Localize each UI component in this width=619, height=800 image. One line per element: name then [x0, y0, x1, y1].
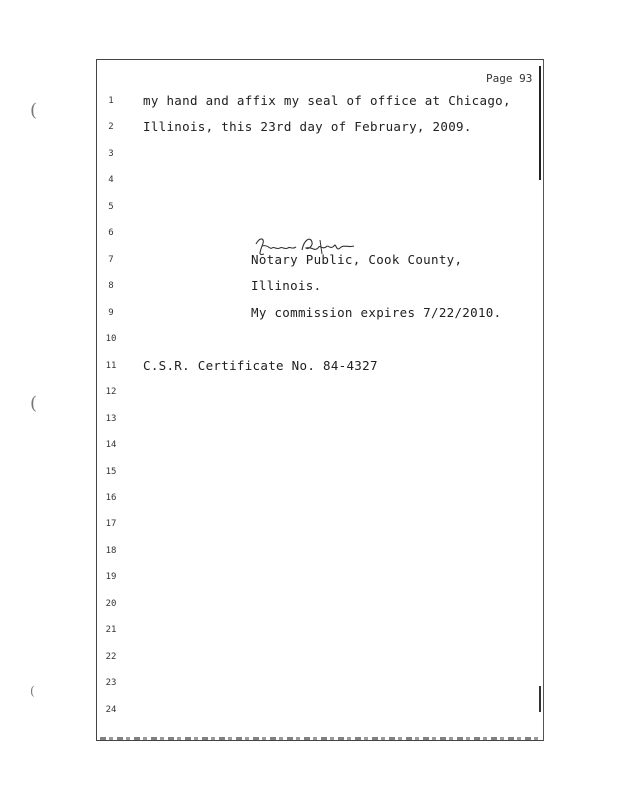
transcript-line-2: Illinois, this 23rd day of February, 2009. [143, 119, 472, 134]
line-number: 13 [105, 414, 117, 424]
line-number: 11 [105, 361, 117, 371]
line-number: 22 [105, 652, 117, 662]
line-number: 19 [105, 572, 117, 582]
scan-edge-shadow-lower [539, 686, 541, 712]
line-number: 12 [105, 387, 117, 397]
notary-signature [250, 234, 360, 262]
punch-hole-mark-bottom: ( [30, 684, 35, 698]
line-number: 17 [105, 519, 117, 529]
scan-edge-shadow [539, 66, 541, 180]
line-number: 7 [108, 255, 114, 265]
scan-bottom-noise [100, 737, 540, 740]
line-number: 8 [108, 281, 114, 291]
line-number: 2 [108, 122, 114, 132]
transcript-line-7: Notary Public, Cook County, [251, 252, 463, 267]
transcript-line-8: Illinois. [251, 278, 322, 293]
transcript-line-9: My commission expires 7/22/2010. [251, 305, 502, 320]
line-number: 18 [105, 546, 117, 556]
page-number: Page 93 [486, 72, 533, 85]
line-number: 14 [105, 440, 117, 450]
transcript-line-11: C.S.R. Certificate No. 84-4327 [143, 358, 378, 373]
line-number: 16 [105, 493, 117, 503]
line-number: 15 [105, 467, 117, 477]
line-number: 21 [105, 625, 117, 635]
line-number: 24 [105, 705, 117, 715]
line-number: 5 [108, 202, 114, 212]
line-number: 6 [108, 228, 114, 238]
line-number: 20 [105, 599, 117, 609]
line-number: 9 [108, 308, 114, 318]
line-number: 4 [108, 175, 114, 185]
line-number: 3 [108, 149, 114, 159]
punch-hole-mark-middle: ( [30, 393, 38, 414]
line-number: 1 [108, 96, 114, 106]
punch-hole-mark-top: ( [30, 100, 38, 121]
transcript-page-frame [96, 59, 544, 741]
transcript-line-1: my hand and affix my seal of office at Chicago, [143, 93, 511, 108]
line-number: 23 [105, 678, 117, 688]
line-number: 10 [105, 334, 117, 344]
